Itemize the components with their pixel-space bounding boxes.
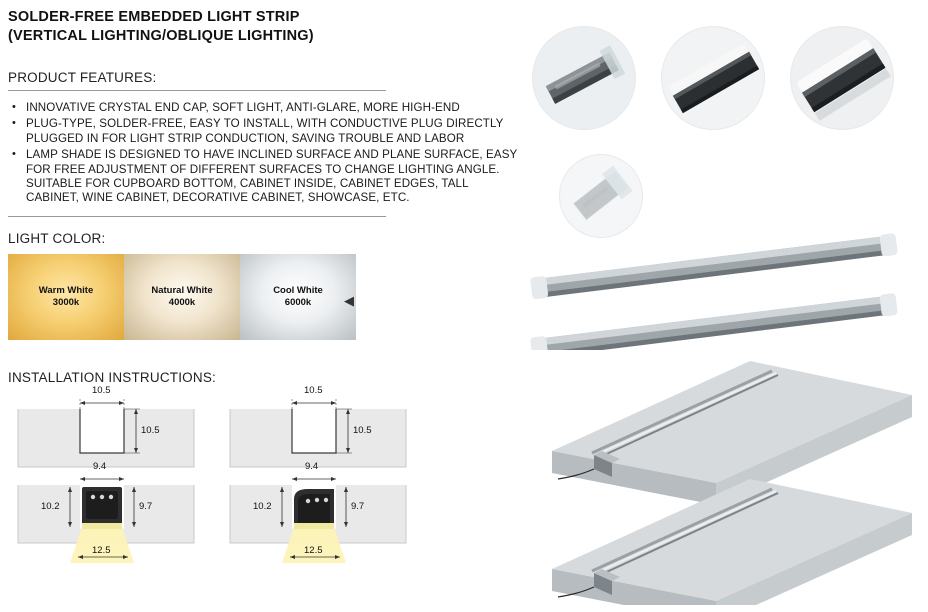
installation-render-photos <box>520 355 928 605</box>
light-color-swatches <box>8 254 356 340</box>
swatch-cool-white <box>240 254 356 340</box>
swatch-name: Warm White <box>38 284 94 296</box>
dim-profile-width: 9.4 <box>305 460 319 472</box>
product-photo-end-cap <box>532 26 636 130</box>
installation-render-svg <box>520 355 928 605</box>
product-photo-angled-profile <box>790 26 894 130</box>
installation-heading: INSTALLATION INSTRUCTIONS: <box>8 369 216 385</box>
diagram-vertical-lighting-svg <box>8 397 218 567</box>
left-content-column <box>8 8 520 604</box>
light-color-heading: LIGHT COLOR: <box>8 230 106 246</box>
diagram-oblique-lighting <box>220 384 430 567</box>
product-photo-crystal-end-cap <box>559 154 643 238</box>
dim-groove-width: 10.5 <box>92 384 111 396</box>
dim-profile-left: 10.2 <box>253 500 272 512</box>
features-heading: PRODUCT FEATURES: <box>8 70 157 85</box>
page-title-line2: (VERTICAL LIGHTING/OBLIQUE LIGHTING) <box>8 28 314 44</box>
list-item: • LAMP SHADE IS DESIGNED TO HAVE INCLINED SURFACE AND PLANE SURFACE, EASY FOR FREE ADJUSTMENT OF DIFFERENT SURFACES TO CHANGE LIGHTING ANGLE. SUITABLE FOR CUPBOARD BOTTOM, CABINET INSIDE, CABINET EDGES, TALL CABINET, WINE CABINET, DECORATIVE CABINET, SHOWCASE, ETC. <box>8 148 520 206</box>
left-arrow-icon: ◀ <box>344 292 354 308</box>
dim-groove-depth: 10.5 <box>353 424 372 436</box>
dim-profile-height: 9.7 <box>351 500 365 512</box>
swatch-temperature: 3000k <box>52 296 80 308</box>
product-photo-diffuser <box>661 26 765 130</box>
diagram-oblique-lighting-svg <box>220 397 430 567</box>
dim-groove-width: 10.5 <box>304 384 323 396</box>
page-title-line1: SOLDER-FREE EMBEDDED LIGHT STRIP <box>8 9 300 25</box>
divider-above-light-color <box>8 216 386 217</box>
led-bar-photos <box>520 230 928 350</box>
led-bar-svg <box>520 230 928 350</box>
dim-groove-depth: 10.5 <box>141 424 160 436</box>
dim-profile-left: 10.2 <box>41 500 60 512</box>
dim-base-width: 12.5 <box>304 544 323 556</box>
swatch-name: Natural White <box>151 284 213 296</box>
dim-profile-width: 9.4 <box>93 460 107 472</box>
features-list <box>8 101 520 206</box>
list-item: • PLUG-TYPE, SOLDER-FREE, EASY TO INSTALL, WITH CONDUCTIVE PLUG DIRECTLY PLUGGED IN FOR LIGHT STRIP CONDUCTION, SAVING TROUBLE AND LABOR <box>8 117 520 146</box>
swatch-temperature: 6000k <box>284 296 312 308</box>
dim-base-width: 12.5 <box>92 544 111 556</box>
installation-diagrams <box>8 384 448 567</box>
diagram-vertical-lighting <box>8 384 218 567</box>
list-item: • INNOVATIVE CRYSTAL END CAP, SOFT LIGHT, ANTI-GLARE, MORE HIGH-END <box>8 101 520 115</box>
right-image-column <box>520 0 928 612</box>
dim-profile-height: 9.7 <box>139 500 153 512</box>
swatch-name: Cool White <box>273 284 323 296</box>
page-title <box>8 8 520 46</box>
divider-under-features-heading <box>8 90 386 91</box>
swatch-warm-white <box>8 254 124 340</box>
swatch-temperature: 4000k <box>168 296 196 308</box>
swatch-natural-white <box>124 254 240 340</box>
product-photo-row <box>532 26 922 130</box>
